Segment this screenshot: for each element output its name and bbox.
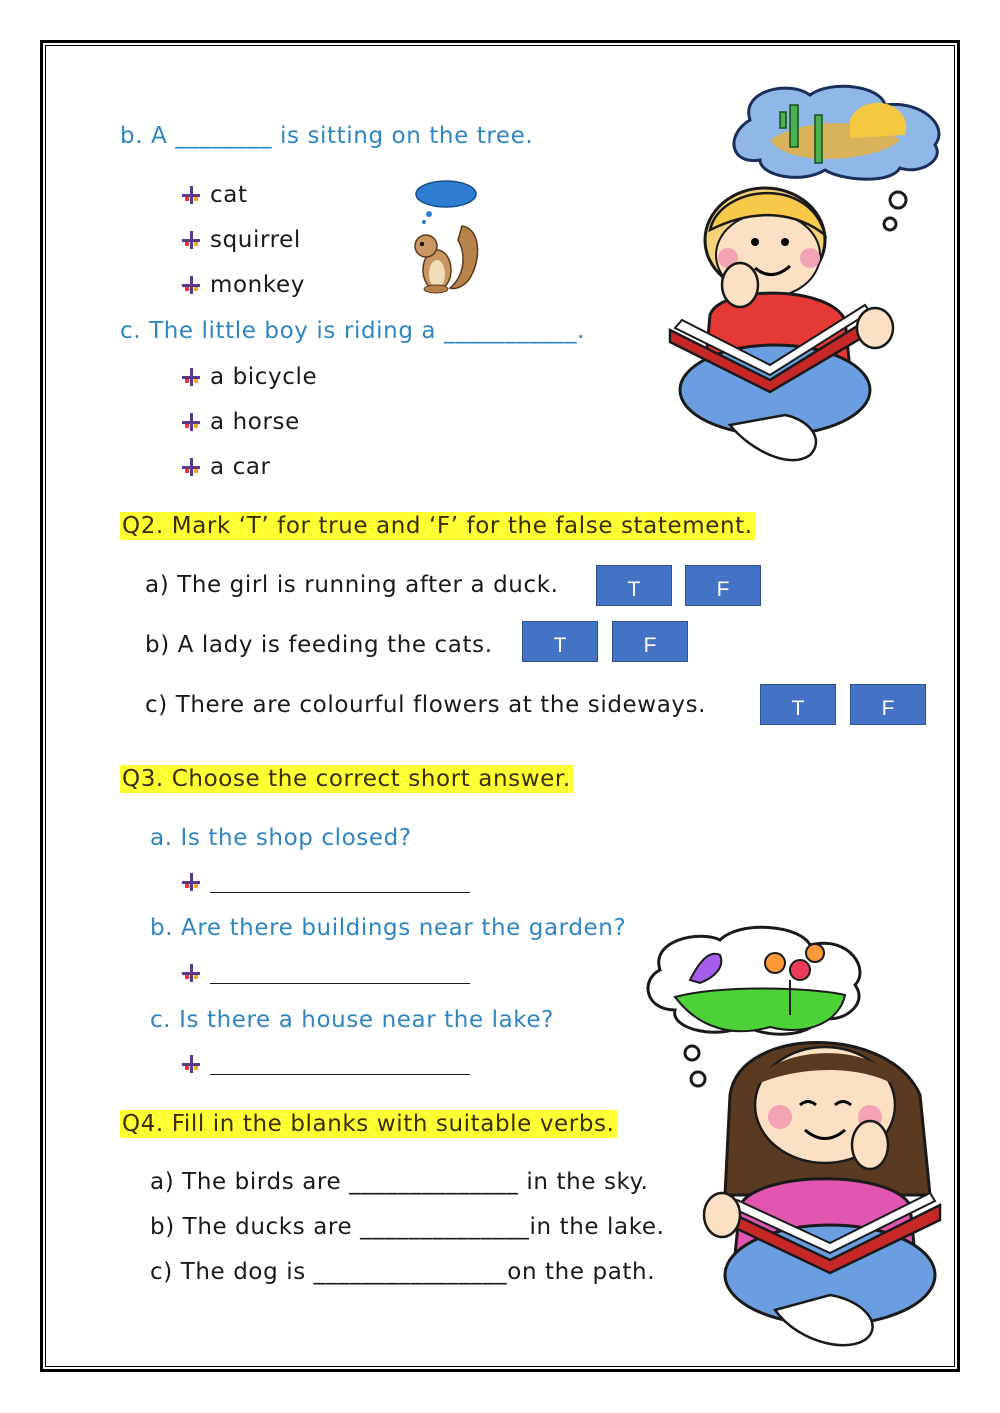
q2a-true-button[interactable]: T (596, 565, 672, 606)
option-a-car[interactable]: a car (210, 454, 271, 480)
bullet-arrow-icon (180, 962, 202, 984)
bullet-arrow-icon (180, 229, 202, 251)
q1c-question: c. The little boy is riding a ___________. (120, 318, 586, 344)
q2b-false-button[interactable]: F (612, 621, 688, 662)
q2-statement-c: c) There are colourful flowers at the sideways. (145, 692, 707, 718)
q3-question-b: b. Are there buildings near the garden? (150, 915, 627, 941)
q4-sentence-a[interactable]: a) The birds are ______________ in the sky. (150, 1169, 649, 1195)
bullet-arrow-icon (180, 456, 202, 478)
bullet-arrow-icon (180, 871, 202, 893)
bullet-arrow-icon (180, 366, 202, 388)
q3-heading: Q3. Choose the correct short answer. (122, 766, 571, 792)
bullet-arrow-icon (180, 274, 202, 296)
q1b-question: b. A ________ is sitting on the tree. (120, 123, 534, 149)
bullet-arrow-icon (180, 411, 202, 433)
girl-reading-icon (640, 925, 950, 1355)
q4-heading: Q4. Fill in the blanks with suitable verbs. (122, 1111, 615, 1137)
q3-question-a: a. Is the shop closed? (150, 825, 412, 851)
option-a-horse[interactable]: a horse (210, 409, 300, 435)
q3b-answer-line[interactable] (210, 983, 470, 984)
q2-statement-a: a) The girl is running after a duck. (145, 572, 559, 598)
boy-reading-icon (660, 80, 950, 470)
q3a-answer-line[interactable] (210, 892, 470, 893)
squirrel-icon (410, 178, 485, 296)
option-squirrel[interactable]: squirrel (210, 227, 301, 253)
q3c-answer-line[interactable] (210, 1074, 470, 1075)
q3-question-c: c. Is there a house near the lake? (150, 1007, 554, 1033)
q2c-false-button[interactable]: F (850, 684, 926, 725)
bullet-arrow-icon (180, 184, 202, 206)
option-a-bicycle[interactable]: a bicycle (210, 364, 318, 390)
q2b-true-button[interactable]: T (522, 621, 598, 662)
q2-statement-b: b) A lady is feeding the cats. (145, 632, 493, 658)
option-cat[interactable]: cat (210, 182, 248, 208)
q2c-true-button[interactable]: T (760, 684, 836, 725)
q4-sentence-c[interactable]: c) The dog is ________________on the path. (150, 1259, 656, 1285)
q4-sentence-b[interactable]: b) The ducks are ______________in the lake. (150, 1214, 665, 1240)
q2-heading: Q2. Mark ‘T’ for true and ‘F’ for the false statement. (122, 513, 753, 539)
bullet-arrow-icon (180, 1053, 202, 1075)
option-monkey[interactable]: monkey (210, 272, 305, 298)
q2a-false-button[interactable]: F (685, 565, 761, 606)
